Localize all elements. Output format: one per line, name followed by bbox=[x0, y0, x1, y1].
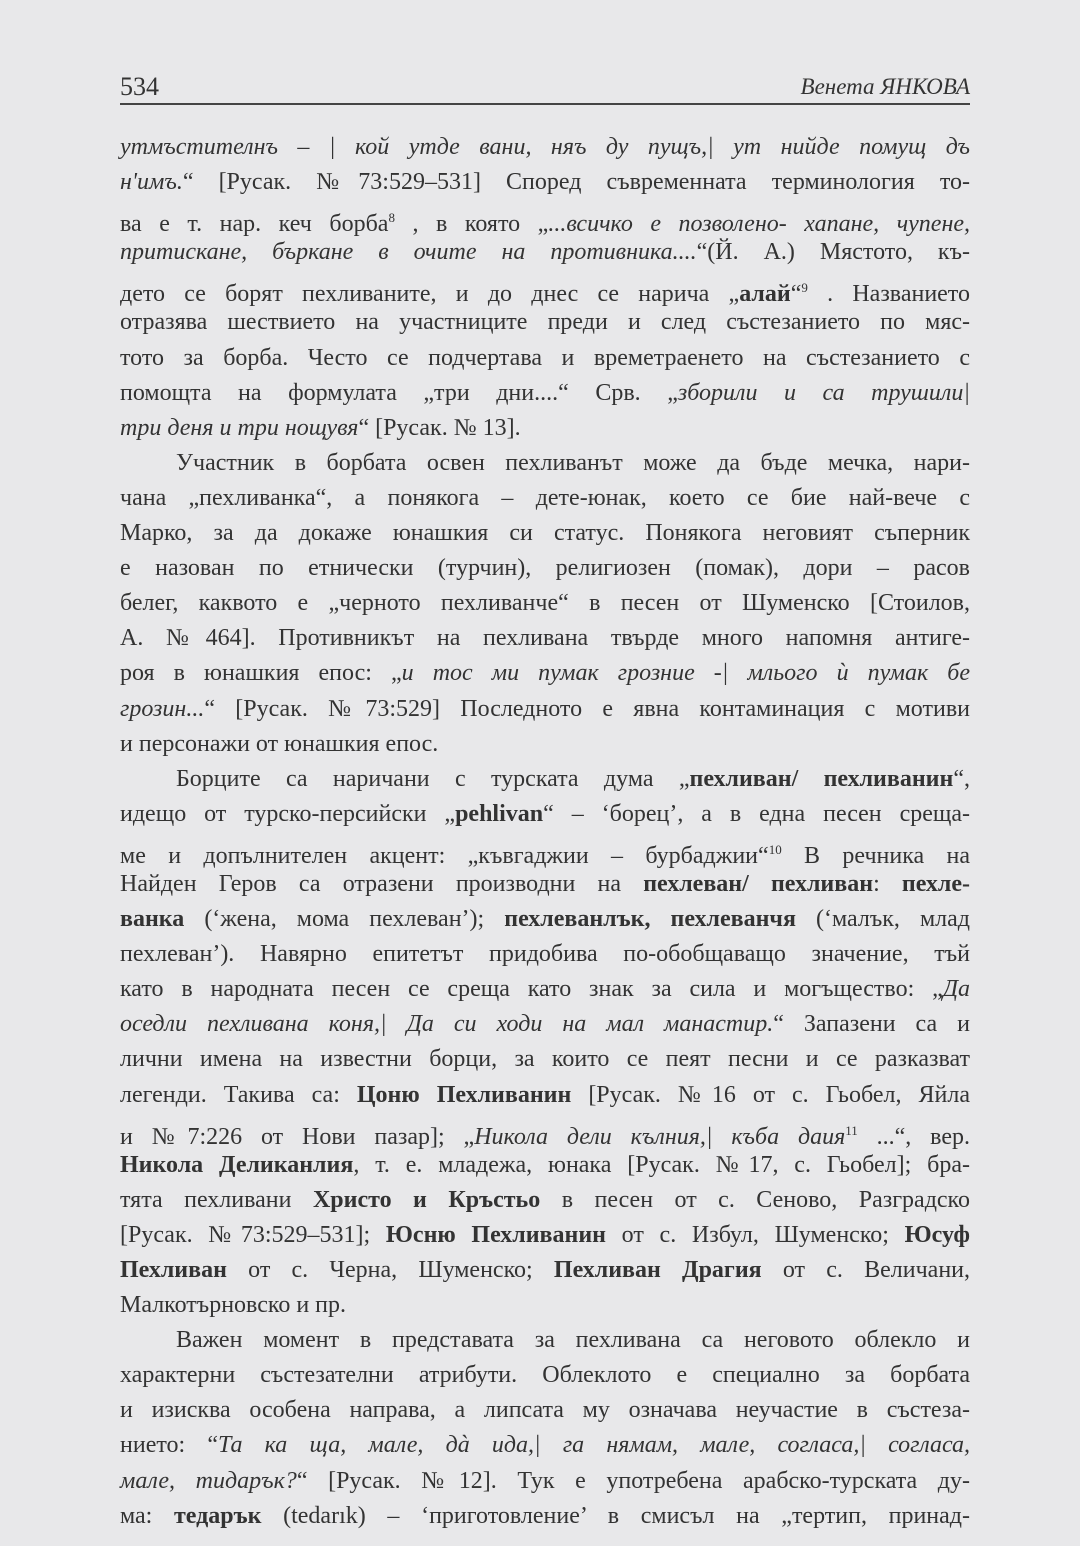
text-line bbox=[120, 727, 970, 762]
italic-quote: н'имъ. bbox=[120, 169, 183, 196]
text-run: легенди. Такива са: bbox=[120, 1081, 357, 1108]
text-run: отразява шествието на участниците преди и след състезанието по мяс- bbox=[120, 309, 970, 336]
text-run: Важен момент в представата за пехливана са неговото облекло и bbox=[176, 1327, 970, 1354]
text-run: и №7:226 от Нови пазар]; „ bbox=[120, 1123, 475, 1150]
text-line bbox=[120, 1078, 970, 1113]
text-run: (tedarık) – ‘приготовление’ в смисъл на „тертип, принад- bbox=[261, 1502, 970, 1529]
text-run: ме и допълнителен акцент: „къвгаджии – бурбаджии“ bbox=[120, 842, 769, 869]
italic-quote: утмъстителнъ – | кой утде вани, няъ ду пущъ,| ут нийде помущ дъ bbox=[120, 134, 970, 160]
footnote-ref: 11 bbox=[845, 1122, 858, 1138]
body-text bbox=[120, 130, 970, 1534]
text-run: е назован по етнически (турчин), религиозен (помак), дори – расов bbox=[120, 555, 970, 582]
text-line bbox=[120, 130, 970, 165]
text-line bbox=[120, 1253, 970, 1288]
text-run: пехлеван’). Навярно епитетът придобива по-обобщаващо значение, тъй bbox=[120, 941, 970, 968]
text-line bbox=[120, 937, 970, 972]
text-run: . Названието bbox=[807, 281, 970, 308]
text-run: “ bbox=[790, 281, 802, 308]
footnote-ref: 9 bbox=[801, 280, 808, 296]
text-run: роя в юнашкия епос: „ bbox=[120, 660, 402, 687]
bold-term: пехлеван/ пехливан bbox=[643, 870, 874, 897]
text-line bbox=[120, 1042, 970, 1077]
text-run: ма: bbox=[120, 1502, 175, 1529]
text-run: , т. е. младежа, юнака [Русак. №17, с. Гьобел]; бра- bbox=[353, 1151, 971, 1178]
header-rule bbox=[120, 103, 970, 105]
text-line bbox=[120, 972, 970, 1007]
text-line bbox=[120, 481, 970, 516]
text-line bbox=[120, 1007, 970, 1042]
text-run: в песен от с. Сеново, Разградско bbox=[540, 1186, 971, 1213]
text-line bbox=[120, 376, 970, 411]
text-run: “ [Русак. № 13]. bbox=[358, 414, 521, 441]
text-line bbox=[120, 1428, 970, 1463]
italic-quote: три деня и три нощувя bbox=[120, 414, 359, 441]
page-number: 534 bbox=[120, 72, 159, 101]
bold-term: ванка bbox=[120, 906, 185, 933]
text-line bbox=[120, 1499, 970, 1534]
text-run: тята пехливани bbox=[120, 1186, 313, 1213]
text-run: : bbox=[873, 870, 902, 897]
text-run: Участник в борбата освен пехливанът може да бъде мечка, нари- bbox=[176, 449, 970, 476]
paragraph-first-line bbox=[120, 446, 970, 481]
text-line bbox=[120, 797, 970, 832]
text-run: “ [Русак. №73:529–531] Според съвременната терминология то- bbox=[182, 169, 970, 196]
text-line bbox=[120, 341, 970, 376]
italic-quote: и тос ми пумак грозние -| млього ѝ пумак бе bbox=[401, 660, 970, 687]
text-run: “ [Русак. №73:529] Последното е явна контаминация с мотиви bbox=[204, 695, 970, 722]
text-line bbox=[120, 1288, 970, 1323]
text-line bbox=[120, 411, 970, 446]
bold-term: pehlivan bbox=[455, 800, 544, 827]
text-run: Марко, за да докаже юнашкия си статус. Понякога неговият съперник bbox=[120, 520, 970, 547]
italic-quote: ...всичко е позволено- хапане, чупене, bbox=[548, 211, 971, 238]
text-run: “ Запазени са и bbox=[773, 1011, 970, 1038]
text-run: тото за борба. Често се подчертава и времетраенето на състезанието с bbox=[120, 344, 970, 371]
text-run: от с. Черна, Шуменско; bbox=[226, 1257, 554, 1283]
text-run: [Русак. №73:529–531]; bbox=[120, 1221, 386, 1248]
text-line bbox=[120, 586, 970, 621]
bold-term: Никола Деликанлия bbox=[120, 1151, 354, 1178]
text-line bbox=[120, 867, 970, 902]
text-run: Найден Геров са отразени производни на bbox=[120, 870, 644, 897]
italic-quote: Да bbox=[942, 976, 970, 1003]
text-run: характерни състезателни атрибути. Облеклото е специално за борбата bbox=[120, 1362, 970, 1389]
text-run: и персонажи от юнашкия епос. bbox=[120, 730, 439, 757]
footnote-ref: 8 bbox=[388, 210, 395, 226]
bold-term: тедарък bbox=[174, 1502, 262, 1529]
text-line bbox=[120, 621, 970, 656]
text-run: “, bbox=[953, 765, 970, 792]
text-line bbox=[120, 1218, 970, 1253]
italic-quote: притискане, бъркане в очите на противника.... bbox=[120, 239, 697, 266]
text-line bbox=[120, 200, 971, 238]
bold-term: Пехливан bbox=[120, 1257, 227, 1283]
text-line bbox=[120, 165, 970, 200]
italic-quote: Та ка ща, мале, дà ида,| га нямам, мале, согласа,| согласа, bbox=[218, 1432, 970, 1459]
italic-quote: мале, тидарък? bbox=[120, 1467, 297, 1494]
text-line bbox=[120, 1393, 970, 1428]
text-run: ва е т. нар. кеч борба bbox=[120, 211, 389, 238]
italic-quote: оседли пехливана коня,| Да си ходи на мал манастир. bbox=[120, 1011, 774, 1038]
footnote-ref: 10 bbox=[768, 841, 782, 857]
italic-quote: зборили и са трушили| bbox=[677, 379, 970, 406]
paragraph-first-line bbox=[120, 1323, 970, 1358]
text-line bbox=[120, 235, 970, 270]
text-run: “ – ‘борец’, а в една песен среща- bbox=[543, 800, 970, 827]
text-run: В речника на bbox=[781, 842, 971, 869]
italic-quote: грозин... bbox=[120, 695, 205, 722]
text-run: ...“, вер. bbox=[857, 1123, 970, 1150]
text-run: белег, каквото е „черното пехливанче“ в песен от Шуменско [Стоилов, bbox=[120, 590, 970, 617]
text-line bbox=[120, 270, 970, 308]
text-line bbox=[120, 305, 970, 340]
bold-term: Юсню Пехливанин bbox=[385, 1221, 606, 1248]
text-run: (‘малък, млад bbox=[795, 906, 970, 933]
bold-term: алай bbox=[739, 281, 791, 308]
text-run: идещо от турско-персийски „ bbox=[120, 800, 456, 827]
bold-term: Пехливан Драгия bbox=[553, 1257, 762, 1283]
text-line bbox=[120, 1148, 970, 1183]
text-run: от с. Величани, bbox=[761, 1257, 971, 1283]
text-line bbox=[120, 1358, 970, 1393]
bold-term: Христо и Кръстьо bbox=[312, 1186, 541, 1213]
text-run: помощта на формулата „три дни....“ Срв. „ bbox=[120, 379, 678, 406]
bold-term: пехлеванлък, пехлеванчя bbox=[504, 906, 796, 933]
bold-term: Юсуф bbox=[904, 1221, 970, 1248]
bold-term: пехливан/ пехливанин bbox=[689, 765, 954, 792]
text-run: чана „пехливанка“, а понякога – дете-юнак, което се бие най-вече с bbox=[120, 484, 970, 511]
text-run: лични имена на известни борци, за които се пеят песни и се разказват bbox=[120, 1046, 970, 1073]
text-line bbox=[120, 1183, 970, 1218]
page-header bbox=[120, 72, 970, 104]
text-run: и изисква особена направа, а липсата му означава неучастие в състеза- bbox=[120, 1397, 970, 1424]
italic-quote: Никола дели кълния,| къба даия bbox=[474, 1123, 846, 1150]
text-run: Малкотърновско и пр. bbox=[120, 1292, 347, 1319]
text-line bbox=[120, 832, 970, 867]
bold-term: пехле- bbox=[901, 870, 971, 897]
running-head-author: Венета ЯНКОВА bbox=[800, 74, 970, 99]
text-line bbox=[120, 516, 970, 551]
text-run: дето се борят пехливаните, и до днес се нарича „ bbox=[120, 281, 740, 308]
paragraph-first-line bbox=[120, 762, 970, 797]
text-run: от с. Избул, Шуменско; bbox=[606, 1221, 905, 1248]
text-line bbox=[120, 1464, 970, 1499]
bold-term: Цоню Пехливанин bbox=[356, 1081, 572, 1108]
text-run: “ [Русак. №12]. Тук е употребена арабско-турската ду- bbox=[296, 1467, 971, 1494]
text-line bbox=[120, 656, 970, 691]
text-run: “(Й. А.) Мястото, къ- bbox=[696, 239, 970, 266]
text-run: като в народната песен се среща като знак за сила и могъщество: „ bbox=[120, 976, 943, 1003]
text-line bbox=[120, 551, 970, 586]
text-run: , в която „ bbox=[394, 211, 549, 238]
text-run: нието: “ bbox=[120, 1432, 219, 1459]
text-line bbox=[120, 902, 970, 937]
text-run: [Русак. №16 от с. Гьобел, Яйла bbox=[571, 1081, 970, 1108]
text-run: А. №464]. Противникът на пехливана твърде много напомня антиге- bbox=[120, 625, 970, 652]
text-line bbox=[120, 1113, 970, 1148]
text-run: (‘жена, мома пехлеван’); bbox=[184, 906, 505, 933]
text-run: Борците са наричани с турската дума „ bbox=[176, 765, 690, 792]
text-line bbox=[120, 692, 970, 727]
